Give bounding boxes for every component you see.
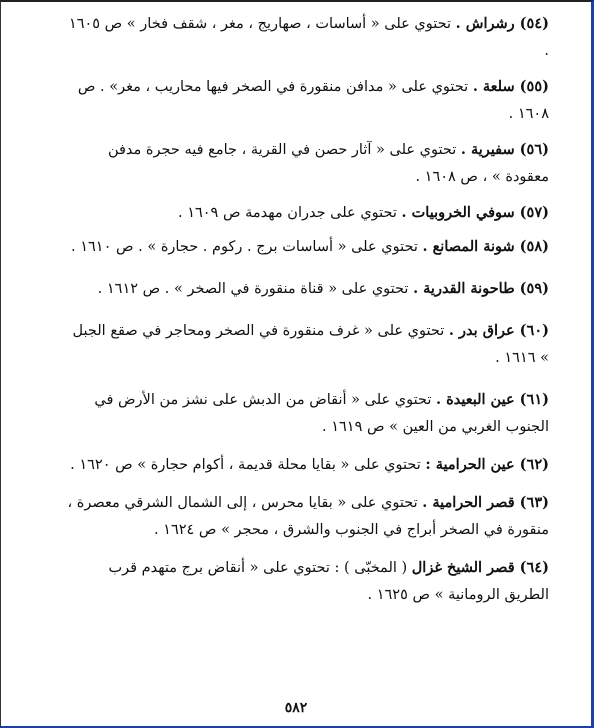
entry-62 [61, 451, 549, 479]
entry-description: تحتوي على « أساسات برج . ركوم . حجارة » . ص ١٦١٠ . [71, 239, 423, 255]
entry-64 [61, 554, 549, 609]
entry-name: (٥٦) سفيرية . [460, 141, 549, 158]
entry-name: (٦٣) قصر الحرامية . [422, 494, 549, 511]
entry-description: تحتوي على « قناة منقورة في الصخر » . ص ١٦١٢ . [97, 281, 414, 297]
entry-description: ( المخبّى ) : تحتوي على « أنقاض برج متهدم قرب الطريق الرومانية » ص ١٦٢٥ . [108, 560, 549, 603]
entry-60 [61, 317, 549, 372]
entry-name: (٦١) عين البعيدة . [436, 391, 549, 408]
entry-name: (٥٤) رشراش . [455, 15, 549, 32]
entry-58 [61, 233, 549, 261]
entry-name: (٥٧) سوفي الخروبيات . [401, 204, 549, 221]
page-number: ٥٨٢ [284, 700, 308, 716]
entry-61 [61, 386, 549, 441]
entry-description: تحتوي على « أنقاض من الدبش على نشز من الأرض في الجنوب الغربي من العين » ص ١٦١٩ . [94, 392, 549, 435]
entry-list [61, 10, 549, 609]
entry-description: تحتوي على « مدافن منقورة في الصخر فيها محاريب ، مغر» . ص ١٦٠٨ . [77, 79, 549, 122]
entry-name: (٦٠) عراق بدر . [448, 322, 549, 339]
entry-57 [61, 199, 549, 227]
entry-name: (٦٤) قصر الشيخ غزال [411, 559, 549, 576]
entry-description: تحتوي على « آثار حصن في القرية ، جامع فيه حجرة مدفن معقودة » ، ص ١٦٠٨ . [107, 142, 549, 185]
entry-54 [61, 10, 549, 65]
entry-name: (٥٥) سلعة . [472, 78, 549, 95]
entry-description: تحتوي على « غرف منقورة في الصخر ومحاجر في صقع الجبل » ١٦١٦ . [72, 323, 549, 366]
entry-55 [61, 73, 549, 128]
entry-description: تحتوي على « بقايا محرس ، إلى الشمال الشرقي معصرة ، منقورة في الصخر أبراج في الجنوب والشرق ، محجر » ص ١٦٢٤ . [67, 495, 549, 538]
entry-56 [61, 136, 549, 191]
entry-name: (٦٢) عين الحرامية : [425, 456, 549, 473]
entry-59 [61, 275, 549, 303]
entry-name: (٥٨) شونة المصانع . [422, 238, 549, 255]
entry-name: (٥٩) طاحونة القدرية . [413, 280, 549, 297]
entry-description: تحتوي على « أساسات ، صهاريج ، مغر ، شقف فخار » ص ١٦٠٥ . [68, 16, 549, 59]
entry-63 [61, 489, 549, 544]
entry-description: تحتوي على جدران مهدمة ص ١٦٠٩ . [177, 205, 402, 221]
entry-description: تحتوي على « بقايا محلة قديمة ، أكوام حجارة » ص ١٦٢٠ . [70, 457, 426, 473]
